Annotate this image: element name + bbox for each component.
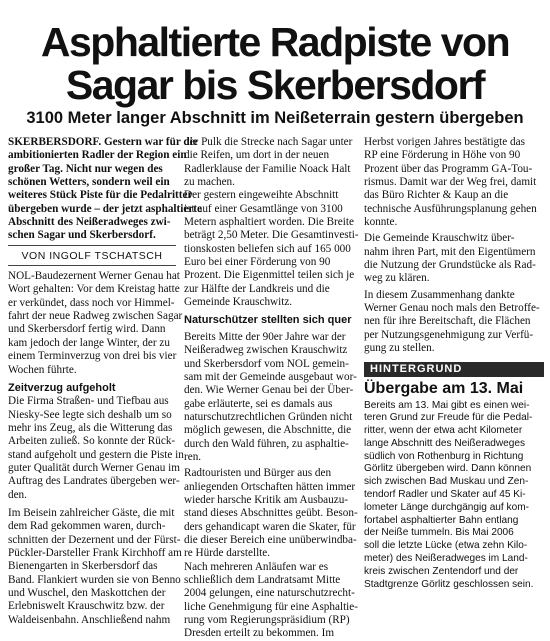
paragraph [184,331,356,464]
paragraph [364,232,544,285]
text-line: schönen Wetters, sondern weil ein [8,176,170,189]
text-line: ist auf einer Gesamtlänge von 3100 [184,202,343,215]
text-line: meter) des Neißeradweges im Land- [364,553,528,565]
text-line: Erlebniswelt Krauschwitz bzw. der [8,600,165,613]
text-line: und Skerbersdorf fertig wird. Dann [8,323,166,336]
text-line: Der gestern eingeweihte Abschnitt [184,189,339,202]
text-line: naturschutzrechtlichen Gründen nicht [184,410,353,423]
article-column-2 [184,136,359,641]
text-line: Pückler-Darsteller Frank Kirchhoff am [8,546,182,559]
byline-rule-bottom [8,265,176,266]
text-line: liche Genehmigung für eine Asphaltie- [184,600,358,613]
text-line: südlich von Rothenburg in Richtung [364,450,524,462]
text-line: gung zu stellen. [364,342,435,355]
text-line: schnitten der Dezernent und der Fürst- [8,533,181,546]
lead-paragraph [8,136,202,243]
text-line: nen für ihre Bereitschaft, die Flächen [364,315,531,328]
text-line: In diesem Zusammenhang dankte [364,288,515,301]
text-line: Die Gemeinde Krauschwitz über- [364,232,515,245]
text-line: weiteres Stück Piste für die Pedalritter [8,189,193,202]
text-line: Im Beisein zahlreicher Gäste, die mit [8,506,175,519]
text-line: Wort gehalten: Vor dem Kreistag hatte [8,283,180,296]
text-line: Arbeiten zuließ. So konnte der Rück- [8,435,176,448]
text-line: Abschnitt des Neißeradweges zwi- [8,216,171,229]
text-line: er verkündet, dass noch vor Himmel- [8,296,175,309]
text-line: durch den Wald führen, zu asphaltie- [184,437,349,450]
text-line: Prozent. Die Eigenmittel teilen sich je [184,269,355,282]
text-line: beträgt 2,50 Meter. Die Gesamtinvesti- [184,229,359,242]
text-line: mehr ins Zeug, als die Witterung das [8,421,173,434]
background-box-title: Übergabe am 13. Mai [364,379,524,397]
text-line: Waldeisenbahn. Anschließend nahm [8,613,171,626]
paragraph [364,289,544,356]
text-line: tionskosten beliefen sich auf 165 000 [184,242,351,255]
text-line: soll die letzte Lücke (etwa zehn Kilo- [364,540,528,552]
text-line: zu machen. [184,176,235,189]
text-line: Bereits Mitte der 90er Jahre war der [184,330,346,343]
text-line: den. Wie Werner Genau bei der Über- [184,384,354,397]
text-line: Band. Flankiert wurden sie von Benno [8,573,181,586]
paragraph [8,395,184,502]
text-line: Die Firma Straßen- und Tiefbau aus [8,395,169,408]
text-line: technische Ausführungsplanung gehen [364,202,537,215]
text-line: rismus. Damit war der Weg frei, damit [364,176,537,189]
text-line: Nach mehreren Anläufen war es [184,560,329,573]
text-line: und Skerbersdorf vom NOL gemein- [184,357,349,370]
text-line: Auftrag des Landrates übergeben wer- [8,475,180,488]
text-line: Bereits am 13. Mai gibt es einen wei- [364,399,530,411]
text-line: ren. [184,450,202,463]
paragraph [184,467,356,560]
text-line: dem Rad gekommen waren, durch- [8,520,166,533]
text-line: Werner Genau noch mals den Betroffe- [364,302,540,315]
text-line: Wochen führte. [8,363,77,376]
text-line: RP eine Förderung in Höhe von 90 [364,149,521,162]
text-line: zur Hälfte der Landkreis und die [184,282,330,295]
background-box-label: HINTERGRUND [364,362,544,377]
text-line: großer Tag. Nicht nur wegen des [8,162,163,175]
article-column-1 [8,136,202,627]
section-heading: Naturschützer stellten sich quer [184,314,352,327]
text-line: SKERBERSDORF. Gestern war für die [8,136,198,148]
text-line: lometer Länge durchgängig auf kom- [364,501,529,513]
byline-rule [8,245,176,246]
text-line: weg zu klären. [364,272,430,285]
text-line: stand aufgeholt und gestern die Piste in [8,448,184,461]
text-line: den. [8,488,27,501]
text-line: Euro bei einer Förderung von 90 [184,256,331,269]
text-line: fortabel asphaltierter Bahn entlang [364,514,519,526]
text-line: übergeben wurde – der jetzt asphaltierte [8,202,202,215]
paragraph [8,506,182,627]
text-line: möglich gewesen, die Abschnitte, die [184,424,352,437]
text-line: kam jedoch der lange Winter, der zu [8,336,170,349]
text-line: einem Terminverzug von drei bis vier [8,350,177,363]
text-line: konnte. [364,216,398,229]
text-line: lange Abschnitt des Neißeradweges [364,437,526,449]
text-line: NOL-Baudezernent Werner Genau hat [8,270,180,283]
text-line: re Hürde darstellte. [184,547,271,560]
text-line: sich zwischen Bad Muskau und Zen- [364,476,529,488]
text-line: fahrt der neue Radweg zwischen Sagar [8,310,183,323]
text-line: der Pulk die Strecke nach Sagar unter [184,136,353,148]
text-line: die Nutzung der Grundstücke als Rad- [364,259,536,272]
text-line: kreis zwischen Zentendorf und der [364,565,519,577]
paragraph [184,136,356,189]
text-line: Radlerklause der Familie Noack Halt [184,162,351,175]
text-line: schen Sagar und Skerbersdorf. [8,229,156,242]
text-line: Görlitz übergeben wird. Dann können [364,463,532,475]
paragraph [8,270,183,377]
text-line: tendorf Radler und Skater auf 45 Ki- [364,489,526,501]
text-line: Prozent über das Programm GA-Tou- [364,162,533,175]
text-line: Neißeradweg zwischen Krauschwitz [184,344,348,357]
paragraph [364,136,544,229]
text-line: Metern asphaltiert worden. Die Breite [184,216,354,229]
text-line: ritter, wenn der etwa acht Kilometer [364,425,523,437]
text-line: das Büro Richter & Kaup an die [364,189,509,202]
text-line: anliegenden Ortschaften hätten immer [184,480,356,493]
text-line: Stadtgrenze Görlitz geschlossen sein. [364,578,534,590]
text-line: Radtouristen und Bürger aus den [184,467,332,480]
text-line: ambitionierten Radler der Region ein [8,149,187,162]
text-line: und Wuschel, den Maskottchen der [8,587,166,599]
text-line: Bienengarten in Skerbersdorf das [8,560,158,573]
text-line: ders gehandicapt waren die Skater, für [184,520,356,533]
paragraph [184,561,356,641]
article-column-3 [364,136,544,591]
text-line: 2004 gelungen, eine naturschutzrecht- [184,587,355,600]
paragraph [184,189,359,309]
section-heading: Zeitverzug aufgeholt [8,381,116,394]
text-line: die Reifen, um dort in der neuen [184,149,330,162]
text-line: nahm ihren Part, mit den Eigentümern [364,245,536,258]
text-line: Niesky-See legte sich deshalb um so [8,408,172,421]
text-line: Dresden erteilt zu bekommen. Im [184,627,335,640]
background-box-text [364,400,544,592]
text-line: die dieser Bereich eine unüberwindba- [184,533,357,546]
text-line: Gemeinde Krauschwitz. [184,296,293,309]
text-line: stand dieses Abschnittes geübt. Beson- [184,507,358,520]
headline-line-2: Sagar bis Skerbersdorf [65,62,485,108]
headline-line-1: Asphaltierte Radpiste von [40,19,510,65]
text-line: wieder harsche Kritik am Ausbauzu- [184,493,349,506]
text-line: sam mit der Gemeinde ausgebaut wor- [184,370,357,383]
text-line: der Neiße tummeln. Bis Mai 2006 [364,527,514,539]
byline: VON INGOLF TSCHATSCH [21,249,163,262]
text-line: schließlich dem Landratsamt Mitte [184,574,341,586]
text-line: teren Grund zur Freude für die Pedal- [364,412,533,424]
text-line: guter Qualität durch Werner Genau im [8,461,180,474]
text-line: Herbst vorigen Jahres bestätigte das [364,136,525,148]
subheadline: 3100 Meter langer Abschnitt im Neißeterrain gestern übergeben [26,109,524,127]
text-line: per Nutzungsgenehmigung zur Verfü- [364,328,534,341]
text-line: rung vom Regierungspräsidium (RP) [184,614,350,627]
text-line: gabe erläuterte, sei es damals aus [184,397,333,410]
